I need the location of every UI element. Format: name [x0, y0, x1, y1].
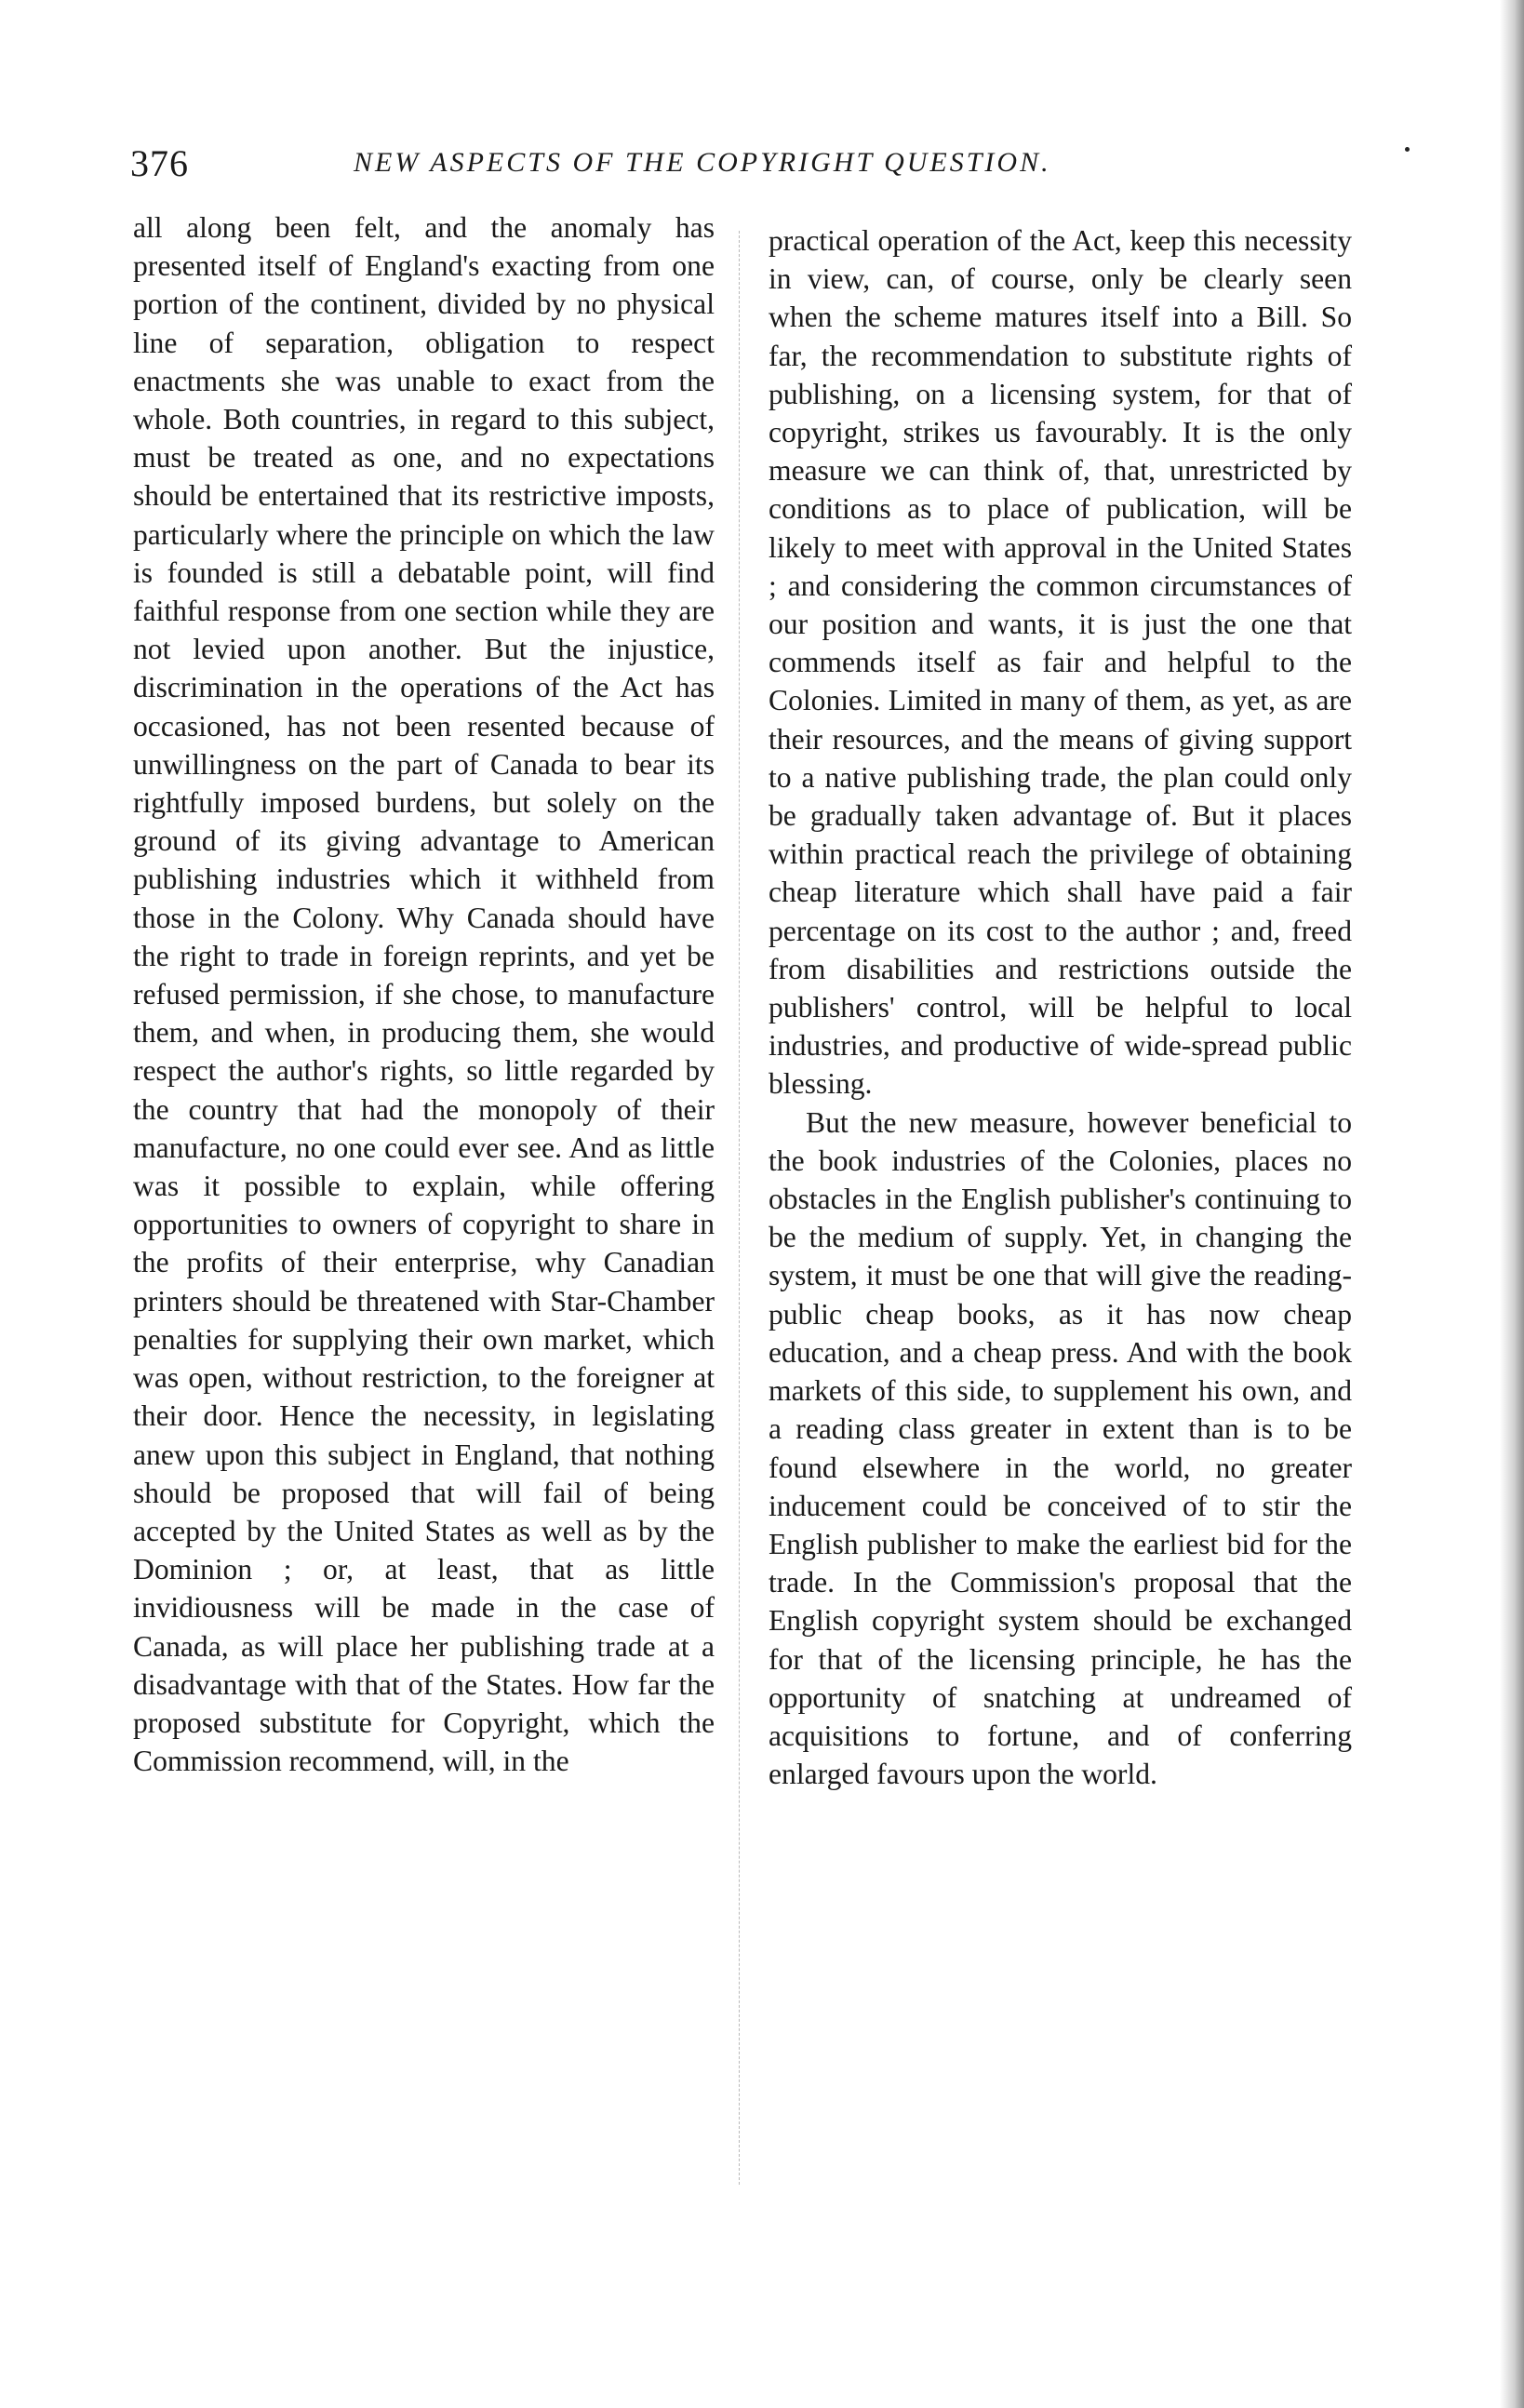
left-paragraph-1: all along been felt, and the anomaly has presented itself of England's exacting from one portion of the continent, divided by no physical line of separation, obligation to respect enactments she was unable to exact from the whole. Both countries, in regard to this subject, must be treated as one, and no expectations should be entertained that its restrictive imposts, particularly where the principle on which the law is founded is still a debatable point, will find faithful response from one section while they are not levied upon another. But the injustice, discrimination in the operations of the Act has occasioned, has not been resented because of unwillingness on the part of Canada to bear its rightfully imposed burdens, but solely on the ground of its giving advantage to American publishing industries which it withheld from those in the Colony. Why Canada should have the right to trade in foreign reprints, and yet be refused permission, if she chose, to manufacture them, and when, in producing them, she would respect the author's rights, so little regarded by the country that had the monopoly of their manufacture, no one could ever see. And as little was it possible to explain, while offering opportunities to owners of copyright to share in the profits of their enterprise, why Canadian printers should be threatened with Star-Chamber penalties for supplying their own market, which was open, without restriction, to the foreigner at their door. Hence the necessity, in legislating anew upon this subject in England, that nothing should be proposed that will fail of being accepted by the United States as well as by the Dominion ; or, at least, that as little invidiousness will be made in the case of Canada, as will place her publishing trade at a disadvantage with that of the States. How far the proposed substitute for Copyright, which the Commission recommend, will, in the — [133, 211, 715, 1778]
scan-edge-shadow — [1500, 0, 1524, 2408]
page-number: 376 — [130, 142, 189, 184]
right-paragraph-1: practical operation of the Act, keep this necessity in view, can, of course, only be clearly seen when the scheme matures itself into a Bill. So far, the recommendation to substitute rights of publishing, on a licensing system, for that of copyright, strikes us favourably. It is the only measure we can think of, that, unrestricted by conditions as to place of publication, will be likely to meet with approval in the United States ; and considering the common circumstances of our position and wants, it is just the one that commends itself as fair and helpful to the Colonies. Limited in many of them, as yet, as are their resources, and the means of giving support to a native publishing trade, the plan could only be gradually taken advantage of. But it places within practical reach the privilege of obtaining cheap literature which shall have paid a fair percentage on its cost to the author ; and, freed from disabilities and restrictions outside the publishers' control, will be helpful to local industries, and productive of wide-spread public blessing. — [769, 224, 1352, 1101]
left-column — [133, 208, 715, 1780]
scan-speck — [1405, 147, 1410, 152]
column-divider — [739, 231, 740, 2185]
running-title: NEW ASPECTS OF THE COPYRIGHT QUESTION. — [354, 147, 1051, 178]
right-column — [769, 221, 1352, 1793]
page-header — [130, 141, 1154, 188]
right-paragraph-2: But the new measure, however beneficial to the book industries of the Colonies, places no obstacles in the English publisher's continuing to be the medium of supply. Yet, in changing the system, it must be one that will give the reading-public cheap books, as it has now cheap education, and a cheap press. And with the book markets of this side, to supplement his own, and a reading class greater in extent than is to be found elsewhere in the world, no greater inducement could be conceived of to stir the English publisher to make the earliest bid for the trade. In the Commission's proposal that the English copyright system should be exchanged for that of the licensing principle, he has the opportunity of snatching at undreamed of acquisitions to fortune, and of conferring enlarged favours upon the world. — [769, 1105, 1352, 1791]
